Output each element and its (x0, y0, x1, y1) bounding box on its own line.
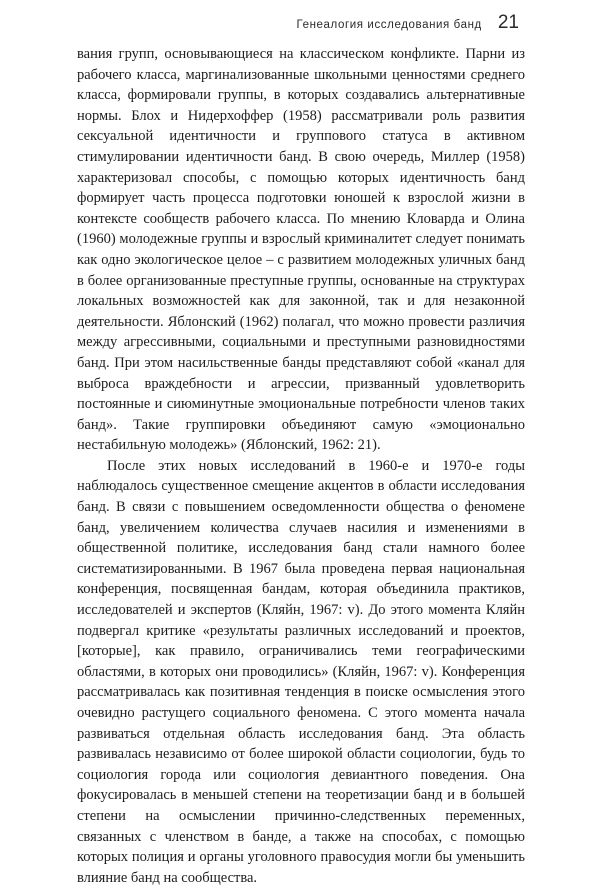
page-number: 21 (497, 12, 519, 33)
running-header (297, 12, 519, 34)
page-body (77, 44, 525, 888)
paragraph-continued: вания групп, основывающиеся на классическом конфликте. Парни из рабочего класса, маргинализованные школьными ценностями среднего класса, формировали группы, в которых создавались альтернативные нормы. Блох и Нидерхоффер (1958) рассматривали роль развития сексуальной идентичности и группового статуса в активном стимулировании идентичности банд. В свою очередь, Миллер (1958) характеризовал способы, с помощью которых идентичность банд формирует часть процесса подготовки юношей к взрослой жизни в контексте сообществ рабочего класса. По мнению Кловарда и Олина (1960) молодежные группы и взрослый криминалитет следует понимать как одно экологическое целое – с развитием молодежных уличных банд в более организованные преступные группы, основанные на структурах локальных возможностей как для законной, так и для незаконной деятельности. Яблонский (1962) полагал, что можно провести различия между агрессивными, социальными и преступными разновидностями банд. При этом насильственные банды представляют собой «канал для выброса враждебности и агрессии, призванный удовлетворить постоянные и сиюминутные эмоциональные потребности членов таких банд». Такие группировки объединяют самую «эмоционально нестабильную молодежь» (Яблонский, 1962: 21). (77, 46, 525, 454)
running-title: Генеалогия исследования банд (296, 19, 482, 31)
paragraph: После этих новых исследований в 1960-е и 1970-е годы наблюдалось существенное смещение акцентов в области исследования банд. В связи с повышением осведомленности общества о феномене банд, увеличением количества случаев насилия и изменениями в общественной политике, исследования банд стали намного более систематизированными. В 1967 была проведена первая национальная конференция, посвященная бандам, которая объединила практиков, исследователей и экспертов (Кляйн, 1967: v). До этого момента Кляйн подвергал критике «результаты различных исследований и проектов, [которые], как правило, ограничивались теми географическими областями, в которых они проводились» (Кляйн, 1967: v). Конференция рассматривалась как позитивная тенденция в поиске осмысления этого очевидно растущего социального феномена. С этого момента начала развиваться отдельная область исследования банд. Эта область развивалась независимо от более широкой области социологии, будь то социология города или социология девиантного поведения. Она фокусировалась в меньшей степени на теоретизации банд и в большей степени на осмыслении причинно-следственных переменных, связанных с членством в банде, а также на способах, с помощью которых полиция и органы уголовного правосудия могли бы уменьшить влияние банд на сообщества. (77, 457, 525, 886)
